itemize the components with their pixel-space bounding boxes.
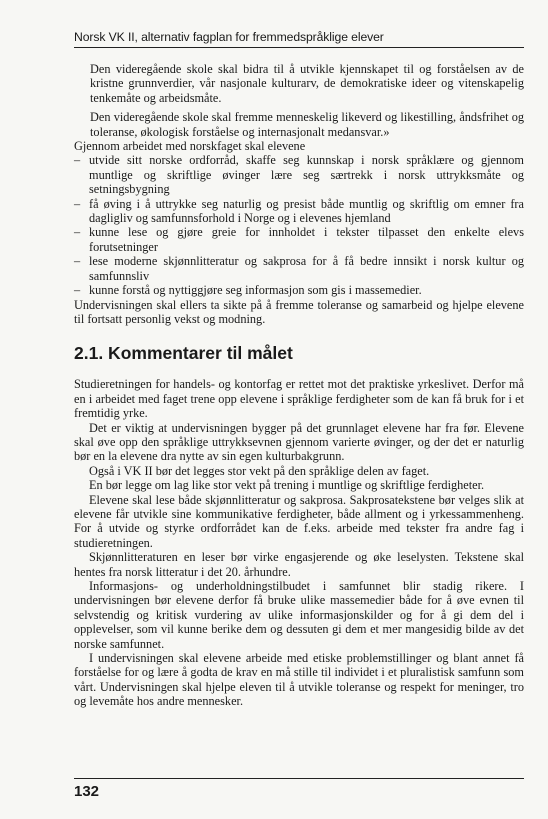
list-item-text: få øving i å uttrykke seg naturlig og presist både muntlig og skriftlig om emner fra dagligliv og samfunnsforhold i Norge og i elevenes hjemland [89, 196, 524, 226]
body-paragraph: Informasjons- og underholdningstilbudet i samfunnet blir stadig rikere. I undervisningen bør elevene derfor få bruke ulike massemedier både for å øve evnen til selvstendig og kritisk vurdering av ulike informasjonskilder og for å gi dem del i opplevelser, som vil kunne berike dem og dessuten gi dem et mer mangesidig bilde av det norske samfunnet. [74, 579, 524, 651]
body-paragraph: I undervisningen skal elevene arbeide med etiske problemstillinger og blant annet få forståelse for og lære å godta de krav en må stille til individet i et pluralistisk samfunn som vårt. Undervisningen skal hjelpe eleven til å utvikle toleranse og respekt for meninger, tro og levemåte hos andre mennesker. [74, 651, 524, 709]
body-paragraph: Det er viktig at undervisningen bygger på det grunnlaget elevene har fra før. Elevene skal øve opp den språklige uttrykksevnen gjennom varierte øvinger, og der det er naturlig bør en la elevene dra nytte av sin egen kulturbakgrunn. [74, 420, 524, 464]
body-paragraph: Studieretningen for handels- og kontorfag er rettet mot det praktiske yrkeslivet. Derfor må en i arbeidet med faget trene opp elevene i språklige ferdigheter som de kan få bruk for i et fremtidig yrke. [74, 377, 524, 421]
closing-paragraph: Undervisningen skal ellers ta sikte på å fremme toleranse og samarbeid og hjelpe elevene til fortsatt personlig vekst og modning. [74, 297, 524, 326]
list-item-text: lese moderne skjønnlitteratur og sakprosa for å få bedre innsikt i norsk kultur og samfunnsliv [89, 254, 524, 283]
dash-marker: – [74, 225, 81, 240]
dash-marker: – [74, 196, 81, 211]
dash-marker: – [74, 283, 81, 298]
body-paragraph: Skjønnlitteraturen en leser bør virke engasjerende og øke leselysten. Tekstene skal hentes fra norsk litteratur i det 20. århundre. [74, 550, 524, 579]
list-item-text: kunne forstå og nyttiggjøre seg informasjon som gis i massemedier. [89, 283, 422, 298]
list-item-text: kunne lese og gjøre greie for innholdet i tekster tilpasset den enkelte elevs forutsetninger [89, 225, 524, 254]
header-rule [74, 47, 524, 48]
body-paragraph: Elevene skal lese både skjønnlitteratur og sakprosa. Sakprosatekstene bør velges slik at elevene får utvikle sine kommunikative ferdigheter, både allment og i yrkessammenheng. For å utvide og styrke ordforrådet kan de f.eks. arbeide med tekster fra andre fag i studieretningen. [74, 492, 524, 550]
section-heading: 2.1. Kommentarer til målet [74, 343, 293, 364]
quote-paragraph: Den videregående skole skal fremme menneskelig likeverd og likestilling, åndsfrihet og toleranse, økologisk forståelse og internasjonalt medansvar.» [90, 110, 524, 139]
footer-rule [74, 778, 524, 779]
body-paragraph: En bør legge om lag like stor vekt på trening i muntlige og skriftlige ferdigheter. [89, 478, 485, 493]
list-item [74, 197, 524, 226]
list-item-text: utvide sitt norske ordforråd, skaffe seg kunnskap i norsk språklære og gjennom muntlige og skriftlige øvinger lære seg særtrekk i norsk uttrykksmåte og setningsbygning [89, 153, 524, 197]
list-item [74, 153, 524, 196]
quote-paragraph: Den videregående skole skal bidra til å utvikle kjennskapet til og forståelsen av de kristne grunnverdier, vår nasjonale kulturarv, de demokratiske ideer og vitenskapelig tenkemåte og arbeidsmåte. [90, 62, 524, 105]
page-content [74, 62, 524, 709]
list-item [74, 254, 524, 283]
list-item [74, 225, 524, 254]
goal-list [74, 153, 524, 297]
dash-marker: – [74, 153, 81, 168]
running-header: Norsk VK II, alternativ fagplan for fremmedspråklige elever [74, 30, 384, 44]
list-intro: Gjennom arbeidet med norskfaget skal elevene [74, 139, 306, 154]
quoted-passage [74, 62, 524, 139]
body-paragraph: Også i VK II bør det legges stor vekt på den språklige delen av faget. [89, 463, 430, 478]
list-item [74, 283, 524, 297]
page-number: 132 [74, 783, 100, 800]
dash-marker: – [74, 254, 81, 269]
